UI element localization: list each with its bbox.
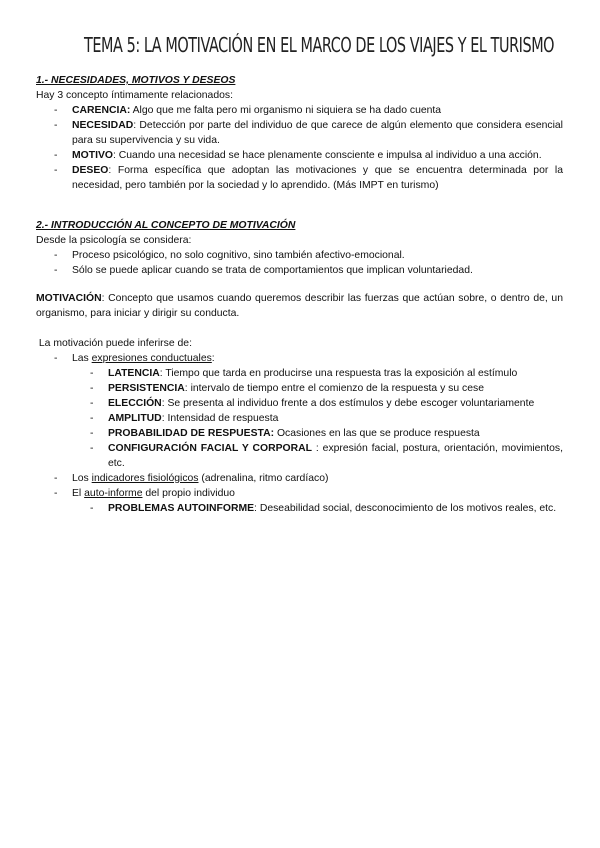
section-2-list xyxy=(36,248,563,278)
list-item: - DESEO: Forma específica que adoptan las motivaciones y que se encuentra determinada por la necesidad, pero también por la sociedad y lo aprendido. (Más IMPT en turismo) xyxy=(54,165,563,191)
auto-informe-link: auto-informe xyxy=(84,488,143,499)
list-item: - NECESIDAD: Detección por parte del individuo de que carece de algún elemento que considera esencial para su supervivencia y su vida. xyxy=(54,120,563,146)
section-2-intro: Desde la psicología se considera: xyxy=(36,235,192,246)
list-item: - Los indicadores fisiológicos (adrenalina, ritmo cardíaco) xyxy=(54,473,329,484)
inference-intro: La motivación puede inferirse de: xyxy=(36,338,192,349)
sub-list-item: - CONFIGURACIÓN FACIAL Y CORPORAL : expresión facial, postura, orientación, movimientos, etc. xyxy=(90,443,563,469)
sub-list-item: - LATENCIA: Tiempo que tarda en producirse una respuesta tras la exposición al estímulo xyxy=(90,368,518,379)
page-title: TEMA 5: LA MOTIVACIÓN EN EL MARCO DE LOS VIAJES Y EL TURISMO xyxy=(83,33,555,57)
list-item: - MOTIVO: Cuando una necesidad se hace plenamente consciente e impulsa al individuo a una acción. xyxy=(54,150,542,161)
motivation-definition: MOTIVACIÓN: Concepto que usamos cuando queremos describir las fuerzas que actúan sobre, o dentro de, un organismo, para iniciar y dirigir su conducta. xyxy=(36,293,563,319)
indicadores-fisiologicos-link: indicadores fisiológicos xyxy=(91,473,199,484)
inference-list xyxy=(36,351,563,516)
sub-list-item: - ELECCIÓN: Se presenta al individuo frente a dos estímulos y debe escoger voluntariamente xyxy=(90,398,535,409)
list-item: - Sólo se puede aplicar cuando se trata de comportamientos que implican voluntariedad. xyxy=(54,265,473,276)
section-1-intro: Hay 3 concepto íntimamente relacionados: xyxy=(36,90,233,101)
sub-list-item: - PROBLEMAS AUTOINFORME: Deseabilidad social, desconocimiento de los motivos reales, etc. xyxy=(90,503,557,514)
list-item: - CARENCIA: Algo que me falta pero mi organismo ni siquiera se ha dado cuenta xyxy=(54,105,442,116)
sub-list-item: - PROBABILIDAD DE RESPUESTA: Ocasiones en las que se produce respuesta xyxy=(90,428,480,439)
section-1 xyxy=(36,73,563,193)
expresiones-conductuales-link: expresiones conductuales xyxy=(91,353,212,364)
sub-list-item: - AMPLITUD: Intensidad de respuesta xyxy=(90,413,279,424)
list-item: - Proceso psicológico, no solo cognitivo, sino también afectivo-emocional. xyxy=(54,250,405,261)
list-item: - Las expresiones conductuales: xyxy=(54,353,215,364)
section-2 xyxy=(36,218,563,278)
sub-list-item: - PERSISTENCIA: intervalo de tiempo entre el comienzo de la respuesta y su cese xyxy=(90,383,484,394)
section-1-list xyxy=(36,103,563,193)
list-item: - El auto-informe del propio individuo xyxy=(54,488,235,499)
section-2-heading: 2.- INTRODUCCIÓN AL CONCEPTO DE MOTIVACIÓN xyxy=(36,220,296,231)
section-1-heading: 1.- NECESIDADES, MOTIVOS Y DESEOS xyxy=(36,75,236,86)
inference-block xyxy=(36,336,563,516)
